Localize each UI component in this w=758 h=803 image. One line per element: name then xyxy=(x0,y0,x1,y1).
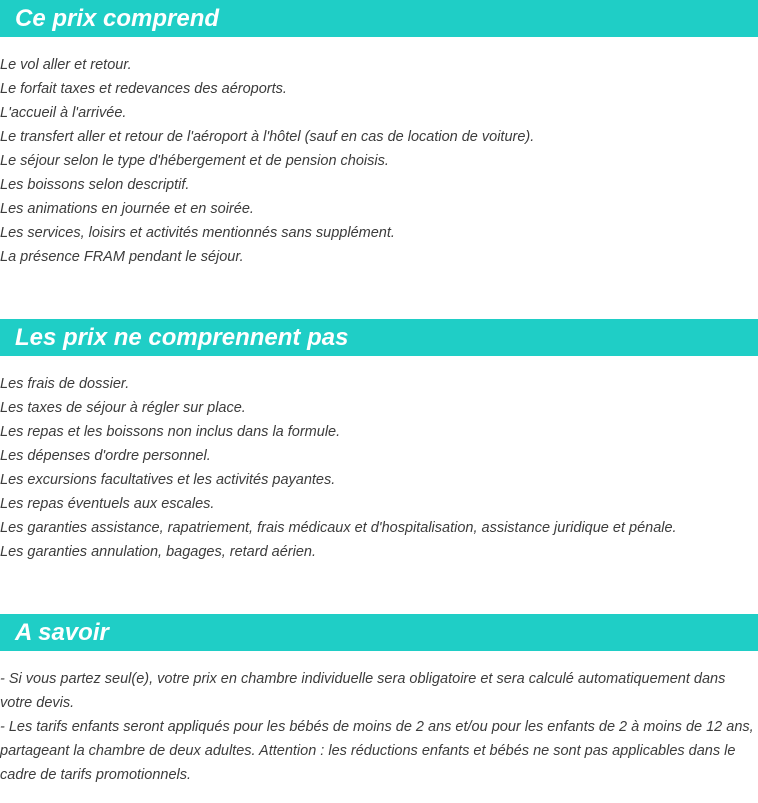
list-item: Les boissons selon descriptif. xyxy=(0,177,190,193)
list-item: Les repas et les boissons non inclus dans la formule. xyxy=(0,424,341,440)
info-paragraphs xyxy=(0,667,758,787)
list-item: Les taxes de séjour à régler sur place. xyxy=(0,400,246,416)
list-item: Le transfert aller et retour de l'aéroport à l'hôtel (sauf en cas de location de voiture). xyxy=(0,129,535,145)
list-item: Les garanties assistance, rapatriement, frais médicaux et d'hospitalisation, assistance juridique et pénale. xyxy=(0,520,677,536)
list-item: Les excursions facultatives et les activités payantes. xyxy=(0,472,336,488)
list-item: Les garanties annulation, bagages, retard aérien. xyxy=(0,544,316,560)
includes-list xyxy=(0,53,758,269)
list-item: L'accueil à l'arrivée. xyxy=(0,105,127,121)
list-item: La présence FRAM pendant le séjour. xyxy=(0,249,244,265)
info-paragraph: - Si vous partez seul(e), votre prix en chambre individuelle sera obligatoire et sera calculé automatiquement dans votre devis. xyxy=(0,671,726,711)
section-price-includes xyxy=(0,0,758,269)
section-title-includes: Ce prix comprend xyxy=(0,0,758,37)
section-title-excludes: Les prix ne comprennent pas xyxy=(0,319,758,356)
excludes-list xyxy=(0,372,758,564)
list-item: Le séjour selon le type d'hébergement et de pension choisis. xyxy=(0,153,389,169)
section-good-to-know xyxy=(0,614,758,787)
list-item: Les repas éventuels aux escales. xyxy=(0,496,215,512)
list-item: Les dépenses d'ordre personnel. xyxy=(0,448,211,464)
list-item: Les animations en journée et en soirée. xyxy=(0,201,254,217)
list-item: Les services, loisirs et activités mentionnés sans supplément. xyxy=(0,225,395,241)
list-item: Le vol aller et retour. xyxy=(0,57,132,73)
list-item: Les frais de dossier. xyxy=(0,376,130,392)
list-item: Le forfait taxes et redevances des aéroports. xyxy=(0,81,287,97)
section-title-info: A savoir xyxy=(0,614,758,651)
info-paragraph: - Les tarifs enfants seront appliqués pour les bébés de moins de 2 ans et/ou pour les enfants de 2 à moins de 12 ans, partageant la chambre de deux adultes. Attention : les réductions enfants et bébés ne sont pas applicables dans le cadre de tarifs promotionnels. xyxy=(0,719,754,783)
section-price-excludes xyxy=(0,319,758,564)
